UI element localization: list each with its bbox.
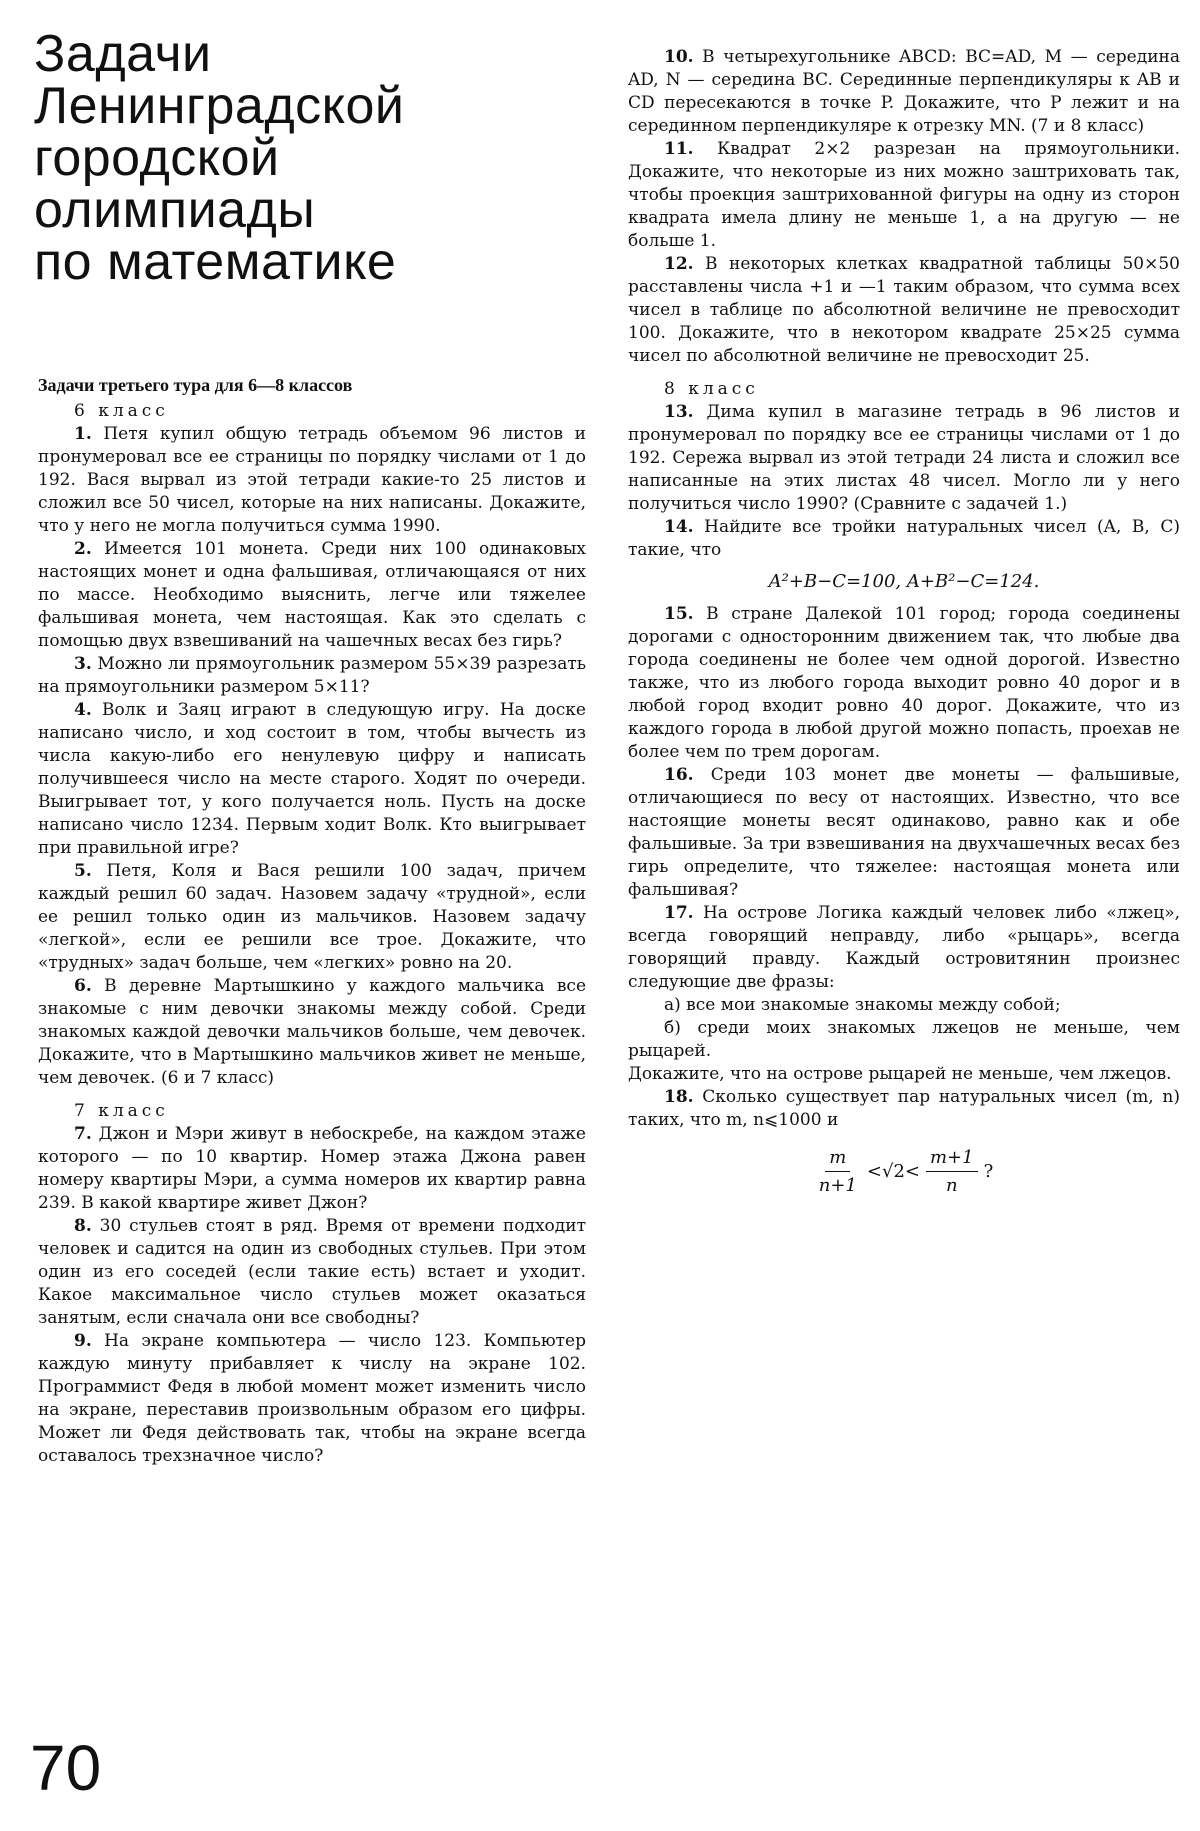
problem-text: Среди 103 монет две монеты — фальшивые, отличающиеся по весу от настоящих. Известно, что все настоящие монеты весят одинаково, равно как и обе фальшивые. За три взвешивания на двухчашечных весах без гирь определите, что тяжелее: настоящая монета или фальшивая? bbox=[628, 765, 1180, 900]
problem-12 bbox=[628, 253, 1180, 368]
problem-number: 1. bbox=[74, 424, 92, 444]
grade-heading-8: 8 класс bbox=[664, 379, 759, 399]
problem-text: Дима купил в магазине тетрадь в 96 листов и пронумеровал по порядку все ее страницы числами от 1 до 192. Сережа вырвал из этой тетради 24 листа и сложил все написанные на этих листах 48 чисел. Могло ли у него получиться число 1990? (Сравните с задачей 1.) bbox=[628, 402, 1180, 514]
problem-number: 5. bbox=[74, 861, 92, 881]
fraction-right bbox=[926, 1146, 978, 1197]
problem-17-item-b: б) среди моих знакомых лжецов не меньше, чем рыцарей. bbox=[628, 1018, 1180, 1061]
problem-18 bbox=[628, 1086, 1180, 1132]
problem-11 bbox=[628, 138, 1180, 253]
problem-text: В некоторых клетках квадратной таблицы 50×50 расставлены числа +1 и —1 таким образом, что сумма всех чисел в таблице по абсолютной величине не превосходит 100. Докажите, что в некотором квадрате 25×25 сумма чисел по абсолютной величине не превосходит 25. bbox=[628, 254, 1180, 366]
problem-2 bbox=[38, 538, 586, 653]
problem-number: 2. bbox=[74, 539, 92, 559]
title-line: городской bbox=[34, 129, 280, 187]
problem-6 bbox=[38, 975, 586, 1090]
round-subtitle: Задачи третьего тура для 6—8 классов bbox=[38, 375, 353, 395]
problem-number: 14. bbox=[664, 517, 694, 537]
fraction-numerator: m bbox=[825, 1146, 850, 1172]
inequality-middle: <√2< bbox=[866, 1161, 920, 1182]
title-line: олимпиады bbox=[34, 181, 316, 239]
problem-number: 10. bbox=[664, 47, 694, 67]
problem-number: 12. bbox=[664, 254, 694, 274]
problem-text: Квадрат 2×2 разрезан на прямоугольники. Докажите, что некоторые из них можно заштриховать так, чтобы проекция заштрихованной фигуры на одну из сторон квадрата имела длину не меньше 1, а на другую — не больше 1. bbox=[628, 139, 1180, 251]
fraction-numerator: m+1 bbox=[926, 1146, 978, 1172]
grade-heading-6: 6 класс bbox=[74, 401, 169, 421]
title-line: по математике bbox=[34, 233, 397, 291]
problem-number: 18. bbox=[664, 1087, 694, 1107]
problem-text: На острове Логика каждый человек либо «лжец», всегда говорящий неправду, либо «рыцарь», всегда говорящий правду. Каждый островитянин произнес следующие две фразы: bbox=[628, 903, 1180, 992]
problem-text: Имеется 101 монета. Среди них 100 одинаковых настоящих монет и одна фальшивая, отличающаяся от них по массе. Необходимо выяснить, легче или тяжелее фальшивая монета, чем настоящая. Как это сделать с помощью двух взвешиваний на чашечных весах без гирь? bbox=[38, 539, 586, 651]
page-number: 70 bbox=[30, 1732, 102, 1804]
problem-number: 13. bbox=[664, 402, 694, 422]
fraction-left bbox=[815, 1146, 861, 1197]
problem-text: Сколько существует пар натуральных чисел (m, n) таких, что m, n⩽1000 и bbox=[628, 1087, 1180, 1130]
problem-number: 16. bbox=[664, 765, 694, 785]
grade-heading-7: 7 класс bbox=[74, 1101, 169, 1121]
problem-text: В четырехугольнике ABCD: BC=AD, M — середина AD, N — середина BC. Серединные перпендикуляры к AB и CD пересекаются в точке P. Докажите, что P лежит и на серединном перпендикуляре к отрезку MN. (7 и 8 класс) bbox=[628, 47, 1180, 136]
problem-17-item-a: а) все мои знакомые знакомы между собой; bbox=[664, 995, 1061, 1015]
problem-text: На экране компьютера — число 123. Компьютер каждую минуту прибавляет к числу на экране 102. Программист Федя в любой момент может изменить число на экране, переставив произвольным образом его цифры. Может ли Федя действовать так, чтобы на экране всегда оставалось трехзначное число? bbox=[38, 1331, 586, 1466]
problem-text: Петя купил общую тетрадь объемом 96 листов и пронумеровал все ее страницы по порядку числами от 1 до 192. Вася вырвал из этой тетради какие-то 25 листов и сложил все 50 чисел, которые на них написаны. Докажите, что у него не могла получиться сумма 1990. bbox=[38, 424, 586, 536]
fraction-denominator: n+1 bbox=[818, 1175, 857, 1196]
problem-number: 17. bbox=[664, 903, 694, 923]
fraction-denominator: n bbox=[945, 1175, 958, 1196]
problem-14 bbox=[628, 516, 1180, 562]
problem-16 bbox=[628, 764, 1180, 902]
problem-3 bbox=[38, 653, 586, 699]
problem-7 bbox=[38, 1123, 586, 1215]
problem-10 bbox=[628, 46, 1180, 138]
problem-text: В стране Далекой 101 город; города соединены дорогами с односторонним движением так, что любые два города соединены не более чем одной дорогой. Известно также, что из любого города выходит ровно 40 дорог и в любой город входит ровно 40 дорог. Докажите, что из каждого города в любой другой можно попасть, проехав не более чем по трем дорогам. bbox=[628, 604, 1180, 762]
problem-number: 9. bbox=[74, 1331, 92, 1351]
question-mark: ? bbox=[983, 1161, 994, 1182]
right-column bbox=[628, 46, 1180, 1197]
problem-17-conclusion: Докажите, что на острове рыцарей не меньше, чем лжецов. bbox=[628, 1064, 1172, 1084]
problem-18-formula bbox=[628, 1146, 1180, 1197]
problem-14-formula: A²+B−C=100, A+B²−C=124. bbox=[768, 571, 1040, 592]
problem-text: Волк и Заяц играют в следующую игру. На доске написано число, и ход состоит в том, чтобы вычесть из числа какую-либо его ненулевую цифру и написать получившееся число на месте старого. Ходят по очереди. Выигрывает тот, у кого получается ноль. Пусть на доске написано число 1234. Первым ходит Волк. Кто выигрывает при правильной игре? bbox=[38, 700, 586, 858]
title-line: Ленинградской bbox=[34, 77, 405, 135]
problem-text: Найдите все тройки натуральных чисел (A, B, C) такие, что bbox=[628, 517, 1180, 560]
problem-number: 11. bbox=[664, 139, 694, 159]
problem-13 bbox=[628, 401, 1180, 516]
problem-number: 15. bbox=[664, 604, 694, 624]
problem-number: 8. bbox=[74, 1216, 92, 1236]
problem-text: В деревне Мартышкино у каждого мальчика все знакомые с ним девочки знакомы между собой. Среди знакомых каждой девочки мальчиков больше, чем девочек. Докажите, что в Мартышкино мальчиков живет не меньше, чем девочек. (6 и 7 класс) bbox=[38, 976, 586, 1088]
problem-text: Петя, Коля и Вася решили 100 задач, причем каждый решил 60 задач. Назовем задачу «трудной», если ее решил только один из мальчиков. Назовем задачу «легкой», если ее решили все трое. Докажите, что «трудных» задач больше, чем «легких» ровно на 20. bbox=[38, 861, 586, 973]
problem-8 bbox=[38, 1215, 586, 1330]
left-column bbox=[38, 374, 586, 1468]
problem-4 bbox=[38, 699, 586, 860]
problem-17 bbox=[628, 902, 1180, 994]
problem-1 bbox=[38, 423, 586, 538]
problem-9 bbox=[38, 1330, 586, 1468]
problem-number: 4. bbox=[74, 700, 92, 720]
problem-text: Можно ли прямоугольник размером 55×39 разрезать на прямоугольники размером 5×11? bbox=[38, 654, 586, 697]
title-line: Задачи bbox=[34, 25, 212, 83]
article-title bbox=[34, 25, 594, 291]
problem-number: 3. bbox=[74, 654, 92, 674]
problem-text: Джон и Мэри живут в небоскребе, на каждом этаже которого — по 10 квартир. Номер этажа Джона равен номеру квартиры Мэри, а сумма номеров их квартир равна 239. В какой квартире живет Джон? bbox=[38, 1124, 586, 1213]
problem-number: 6. bbox=[74, 976, 92, 996]
problem-number: 7. bbox=[74, 1124, 92, 1144]
problem-5 bbox=[38, 860, 586, 975]
problem-text: 30 стульев стоят в ряд. Время от времени подходит человек и садится на один из свободных стульев. При этом один из его соседей (если такие есть) встает и уходит. Какое максимальное число стульев может оказаться занятым, если сначала они все свободны? bbox=[38, 1216, 586, 1328]
problem-15 bbox=[628, 603, 1180, 764]
